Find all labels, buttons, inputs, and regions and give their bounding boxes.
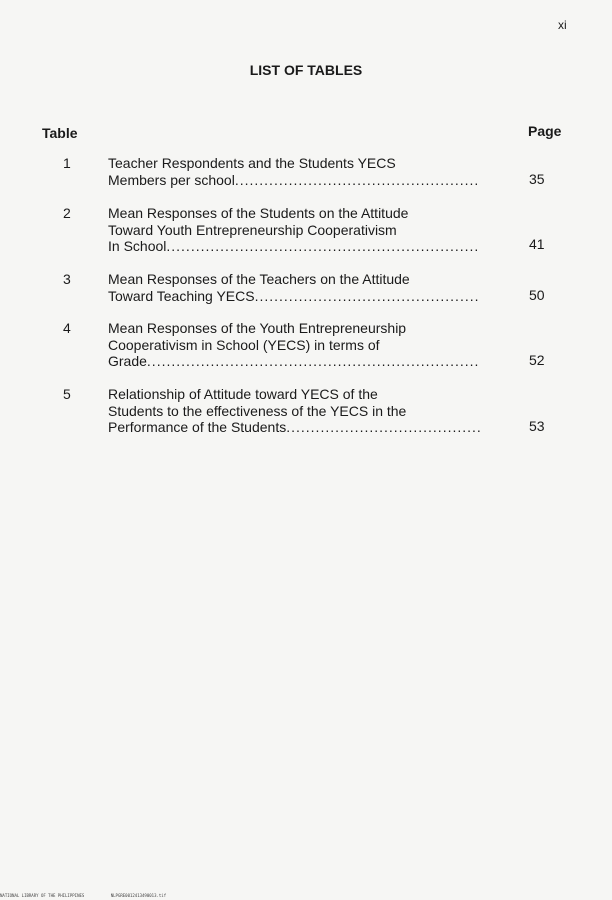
page-number: xi (558, 18, 567, 32)
page-column-header: Page (528, 123, 562, 139)
table-number: 4 (63, 320, 71, 336)
caption-line: Students to the effectiveness of the YECS in the (108, 402, 407, 419)
caption-last-line (108, 288, 480, 305)
caption-line: Performance of the Students (108, 419, 287, 435)
table-number: 2 (63, 205, 71, 221)
dot-leader (147, 353, 480, 370)
caption-line: Mean Responses of the Teachers on the Attitude (108, 271, 410, 287)
table-caption (108, 386, 488, 436)
file-id: NLPGRE0012413490013.tif (110, 893, 167, 898)
table-caption (108, 271, 488, 304)
dot-leader (235, 172, 480, 189)
dot-leader (255, 288, 480, 305)
table-column-header: Table (42, 125, 78, 141)
library-name: NATIONAL LIBRARY OF THE PHILIPPINES (0, 893, 85, 898)
caption-line: Mean Responses of the Youth Entrepreneurship (108, 320, 407, 336)
caption-line: Toward Youth Entrepreneurship Cooperativism (108, 221, 397, 238)
dot-leader (286, 419, 480, 436)
table-number: 1 (63, 155, 71, 171)
table-caption (108, 205, 488, 255)
table-caption (108, 320, 488, 370)
page-ref: 50 (529, 287, 545, 303)
caption-last-line (108, 419, 480, 436)
table-caption (108, 155, 488, 188)
caption-last-line (108, 238, 480, 255)
scan-footer (0, 893, 190, 898)
caption-line: In School (108, 238, 167, 254)
page-ref: 52 (529, 352, 545, 368)
caption-line: Cooperativism in School (YECS) in terms of (108, 336, 380, 353)
caption-line: Teacher Respondents and the Students YECS (108, 155, 396, 171)
caption-last-line (108, 172, 480, 189)
dot-leader (166, 238, 480, 255)
table-number: 5 (63, 386, 71, 402)
table-number: 3 (63, 271, 71, 287)
caption-last-line (108, 353, 480, 370)
caption-line: Toward Teaching YECS (108, 287, 255, 304)
page-ref: 53 (529, 418, 545, 434)
caption-line: Members per school (108, 171, 235, 188)
caption-line: Mean Responses of the Students on the Attitude (108, 205, 409, 221)
page-title: LIST OF TABLES (249, 62, 363, 78)
caption-line: Relationship of Attitude toward YECS of the (108, 386, 378, 402)
page-ref: 35 (529, 171, 545, 187)
page-ref: 41 (529, 236, 545, 252)
caption-line: Grade (108, 353, 147, 369)
